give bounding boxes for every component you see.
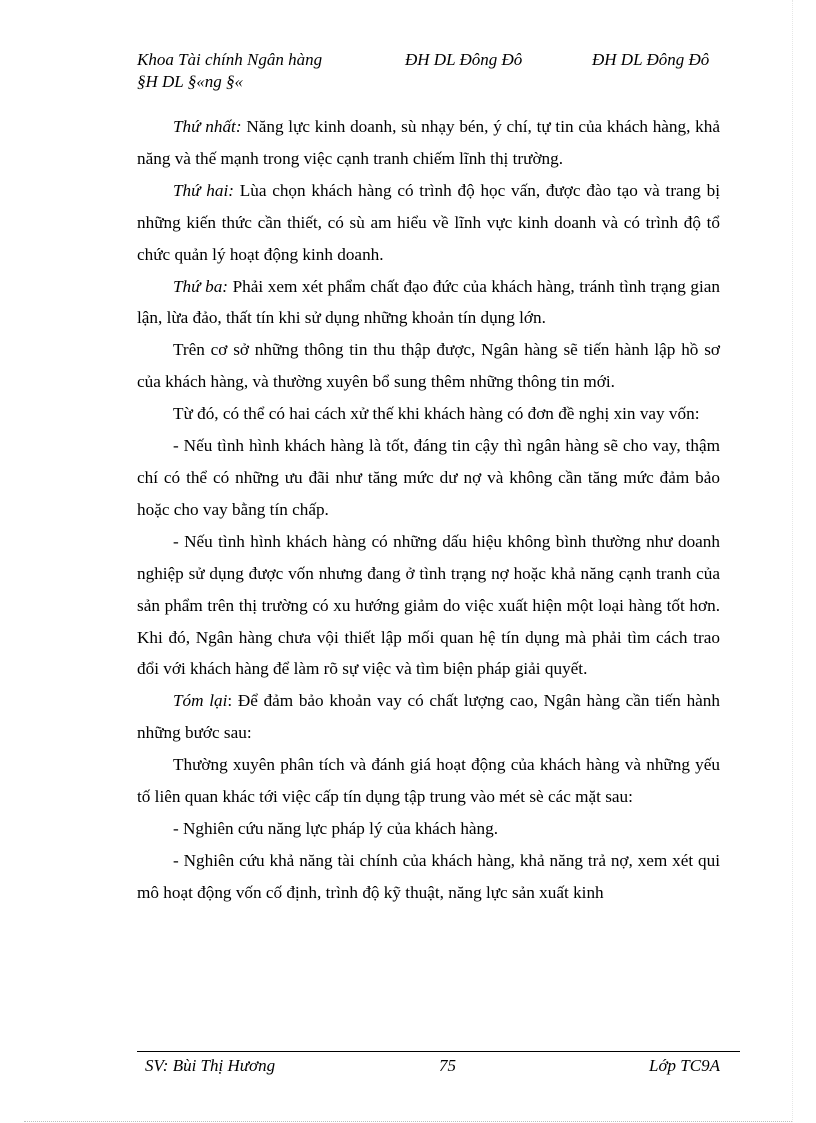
paragraph: [137, 685, 720, 749]
header-university-center: ĐH DL Đông Đô: [405, 50, 523, 69]
paragraph-text: - Nghiên cứu năng lực pháp lý của khách hàng.: [173, 818, 499, 838]
footer-class: Lớp TC9A: [649, 1056, 720, 1075]
paragraph-text: Từ đó, có thể có hai cách xử thế khi khách hàng có đơn đề nghị xin vay vốn:: [173, 404, 700, 424]
header-row-2: [137, 71, 737, 93]
page-header: [137, 49, 737, 93]
paragraph: [137, 175, 720, 271]
paragraph: [137, 334, 720, 398]
paragraph: [137, 749, 720, 813]
document-body: [137, 111, 720, 909]
paragraph: [137, 430, 720, 526]
paragraph-lead: Tóm lại: [173, 691, 228, 711]
paragraph-text: Thường xuyên phân tích và đánh giá hoạt động của khách hàng và những yếu tố liên quan khác tới việc cấp tín dụng tập trung vào mét sè các mặt sau:: [137, 755, 720, 807]
paragraph: [137, 526, 720, 686]
paragraph: [137, 271, 720, 335]
header-university-right: ĐH DL Đông Đô: [592, 50, 710, 69]
paragraph-lead: Thứ nhất:: [173, 117, 242, 136]
page-bottom-edge: [24, 1121, 792, 1122]
paragraph-text: Trên cơ sở những thông tin thu thập được, Ngân hàng sẽ tiến hành lập hồ sơ của khách hàng, và thường xuyên bổ sung thêm những thông tin mới.: [137, 340, 720, 392]
page-footer: [137, 1055, 720, 1077]
footer-divider: [137, 1051, 740, 1052]
footer-student-name: SV: Bùi Thị Hương: [145, 1056, 276, 1075]
paragraph-text: - Nếu tình hình khách hàng là tốt, đáng tin cậy thì ngân hàng sẽ cho vay, thậm chí có thể có những ưu đãi như tăng mức dư nợ và không cần tăng mức đảm bảo hoặc cho vay bằng tín chấp.: [137, 436, 720, 519]
paragraph-lead: Thứ hai:: [173, 180, 234, 200]
paragraph-text: : Để đảm bảo khoản vay có chất lượng cao, Ngân hàng cần tiến hành những bước sau:: [137, 691, 720, 743]
paragraph: [137, 398, 720, 430]
paragraph-lead: Thứ ba:: [173, 276, 229, 296]
paragraph-text: Lùa chọn khách hàng có trình độ học vấn, được đào tạo và trang bị những kiến thức cần thiết, có sù am hiểu về lĩnh vực kinh doanh và có trình độ tổ chức quản lý hoạt động kinh doanh.: [137, 180, 720, 264]
paragraph-text: Phải xem xét phẩm chất đạo đức của khách hàng, tránh tình trạng gian lận, lừa đảo, thất tín khi sử dụng những khoản tín dụng lớn.: [137, 276, 720, 328]
paragraph: [137, 845, 720, 909]
paragraph-text: Năng lực kinh doanh, sù nhạy bén, ý chí, tự tin của khách hàng, khả năng và thế mạnh trong việc cạnh tranh chiếm lĩnh thị trường.: [137, 117, 720, 168]
footer-page-number: 75: [439, 1056, 456, 1075]
paragraph-text: - Nếu tình hình khách hàng có những dấu hiệu không bình thường như doanh nghiệp sử dụng được vốn nhưng đang ở tình trạng nợ hoặc khả năng cạnh tranh của sản phẩm trên thị trường có xu hướng giảm do việc xuất hiện một loại hàng tốt hơn. Khi đó, Ngân hàng chưa vội thiết lập mối quan hệ tín dụng mà phải tìm cách trao đổi với khách hàng để làm rõ sự việc và tìm biện pháp giải quyết.: [137, 531, 720, 679]
header-row-1: [137, 49, 737, 71]
paragraph: [137, 813, 720, 845]
paragraph-text: - Nghiên cứu khả năng tài chính của khách hàng, khả năng trả nợ, xem xét qui mô hoạt động vốn cố định, trình độ kỹ thuật, năng lực sản xuất kinh: [137, 850, 720, 902]
paragraph: [137, 111, 720, 175]
page-right-edge: [792, 0, 793, 1122]
header-faculty: Khoa Tài chính Ngân hàng: [137, 50, 323, 69]
header-university-garbled: §H DL §«ng §«: [137, 72, 243, 91]
